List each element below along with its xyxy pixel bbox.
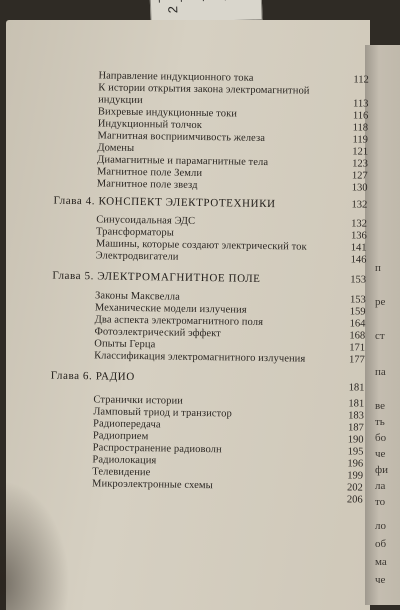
toc-page-number: 171 <box>349 342 366 354</box>
toc-entry: Классификация электромагнитного излучения <box>94 350 306 365</box>
toc-entry: Радиоприем <box>92 430 149 443</box>
toc-page-number: 187 <box>347 422 364 434</box>
facing-page-fragment: ре <box>375 296 386 308</box>
toc-page-number: 168 <box>349 330 366 342</box>
toc-page-number: 195 <box>347 446 364 458</box>
toc-entry: Направление индукционного тока <box>98 70 254 84</box>
toc-entry: Механические модели излучения <box>94 302 247 316</box>
toc-page-number: 196 <box>347 458 364 470</box>
toc-page-number: 177 <box>348 354 365 366</box>
toc-entry: Машины, которые создают электрический ток <box>95 238 307 253</box>
facing-page-fragment: то <box>375 496 386 508</box>
toc-page-number: 136 <box>350 230 367 242</box>
facing-page-fragment: бо <box>375 432 387 444</box>
facing-page-fragment: че <box>375 574 386 586</box>
facing-page-fragment: п <box>375 262 381 274</box>
hand-shadow <box>0 480 70 610</box>
toc-page-number: 199 <box>347 470 364 482</box>
toc-page-number: 130 <box>351 182 368 194</box>
toc-entry: Домены <box>97 142 135 154</box>
toc-entry: Трансформаторы <box>95 226 174 239</box>
toc-entry: Опыты Герца <box>94 338 156 351</box>
toc-page-number: 132 <box>351 199 368 211</box>
toc-page-number: 153 <box>350 274 367 286</box>
toc-page-number: 119 <box>352 134 368 146</box>
toc-entry: Микроэлектронные схемы <box>92 478 213 492</box>
toc-entry: Радиопередача <box>92 418 161 431</box>
toc-entry: Диамагнитные и парамагнитные тела <box>97 154 269 169</box>
toc-page-number: 206 <box>346 494 363 506</box>
toc-entry: Индукционный толчок <box>97 118 203 132</box>
toc-entry: Два аспекта электромагнитного поля <box>94 314 264 328</box>
toc-entry: Магнитное поле Земли <box>96 166 203 180</box>
facing-page-fragment: об <box>375 538 387 550</box>
toc-entry: Магнитное поле звезд <box>96 178 198 191</box>
facing-page-fragment: ло <box>375 520 386 532</box>
toc-page-number: 164 <box>349 318 366 330</box>
toc-page-number: 127 <box>351 170 368 182</box>
toc-page-number: 202 <box>346 482 363 494</box>
chapter-heading: Глава 6. РАДИО <box>50 369 135 383</box>
toc-page-number: 181 <box>348 398 365 410</box>
toc-entry: Вихревые индукционные токи <box>97 106 238 120</box>
toc-entry: Телевидение <box>92 466 151 479</box>
facing-page-fragment: ть <box>375 416 385 428</box>
toc-entry: Странички истории <box>93 394 184 407</box>
facing-page-fragment: ст <box>375 330 385 342</box>
facing-page-fragment: ве <box>375 400 386 412</box>
chapter-heading: Глава 4. КОНСПЕКТ ЭЛЕКТРОТЕХНИКИ <box>53 194 276 211</box>
toc-entry: Ламповый триод и транзистор <box>93 406 232 420</box>
toc-page-number: 181 <box>348 382 365 394</box>
toc-page-number: 118 <box>352 122 369 134</box>
toc-entry: Радиолокация <box>92 454 157 467</box>
facing-page-fragment: ма <box>375 556 387 568</box>
toc-entry: К истории открытия закона электромагнитной <box>98 82 310 97</box>
toc-page-number: 123 <box>352 158 368 170</box>
toc-page-number: 113 <box>353 98 369 110</box>
toc-page-number: 183 <box>348 410 365 422</box>
toc-page-number: 116 <box>352 110 369 122</box>
ruler-number: 2 <box>165 5 181 14</box>
facing-page-fragment: че <box>375 448 386 460</box>
toc-page-number: 146 <box>350 254 367 266</box>
toc-page-number: 153 <box>349 294 366 306</box>
toc-entry: индукции <box>98 94 143 107</box>
facing-page-fragment: па <box>375 366 386 378</box>
toc-entry: Законы Максвелла <box>94 290 180 303</box>
facing-page-fragment: ла <box>375 480 386 492</box>
facing-page-fragment: фи <box>375 464 389 476</box>
toc-page-number: 190 <box>347 434 364 446</box>
toc-entry: Синусоидальная ЭДС <box>96 214 196 227</box>
chapter-heading: Глава 5. ЭЛЕКТРОМАГНИТНОЕ ПОЛЕ <box>52 269 261 285</box>
toc-entry: Электродвигатели <box>95 250 179 263</box>
toc-page-number: 121 <box>352 146 369 158</box>
toc-entry: Магнитная восприимчивость железа <box>97 130 266 145</box>
toc-page-number: 112 <box>353 74 369 86</box>
toc-page-number: 159 <box>349 306 366 318</box>
toc-entry: Распространение радиоволн <box>92 442 222 456</box>
toc-page-number: 132 <box>351 218 368 230</box>
toc-entry: Фотоэлектрический эффект <box>94 326 221 340</box>
toc-page-number: 141 <box>350 242 367 254</box>
